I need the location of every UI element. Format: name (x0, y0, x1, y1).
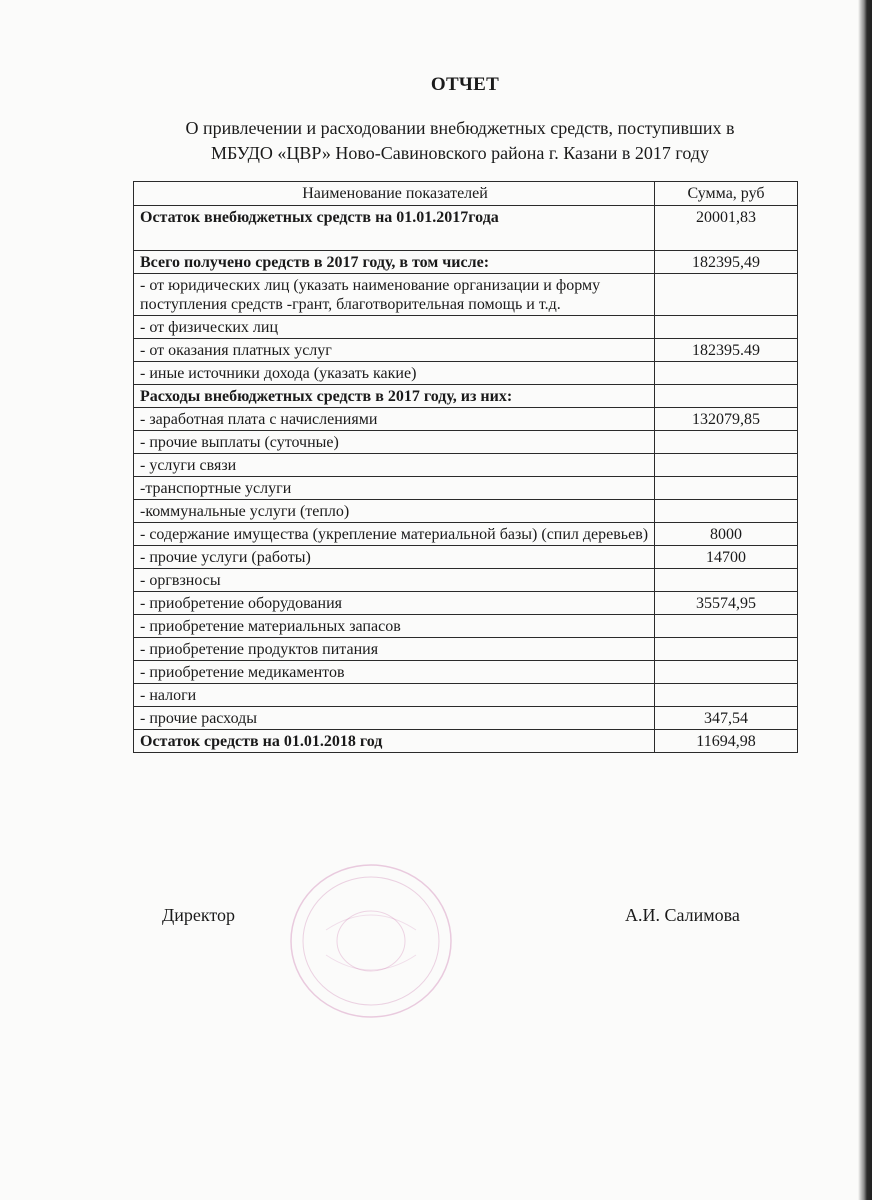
header-amount: Сумма, руб (655, 182, 798, 206)
scan-edge (858, 0, 872, 1200)
director-label: Директор (162, 905, 236, 925)
row-amount (655, 500, 798, 523)
row-label: -коммунальные услуги (тепло) (134, 500, 655, 523)
table-header-row (134, 182, 798, 206)
table-row (134, 661, 798, 684)
row-amount: 11694,98 (655, 730, 798, 753)
row-label: - услуги связи (134, 454, 655, 477)
table-row (134, 362, 798, 385)
row-label: - от физических лиц (134, 316, 655, 339)
row-amount (655, 684, 798, 707)
director-name: А.И. Салимова (625, 905, 740, 925)
table-row (134, 454, 798, 477)
table-row (134, 638, 798, 661)
table-row (134, 316, 798, 339)
table-row (134, 408, 798, 431)
table-row (134, 206, 798, 251)
row-amount (655, 477, 798, 500)
table-row (134, 684, 798, 707)
row-label: Остаток средств на 01.01.2018 год (134, 730, 655, 753)
row-amount (655, 615, 798, 638)
row-label: - содержание имущества (укрепление материальной базы) (спил деревьев) (134, 523, 655, 546)
table-row (134, 569, 798, 592)
table-row (134, 523, 798, 546)
subtitle-line-1: О привлечении и расходовании внебюджетных средств, поступивших в (185, 118, 735, 138)
table-row (134, 274, 798, 316)
row-label: - иные источники дохода (указать какие) (134, 362, 655, 385)
document-subtitle (150, 116, 770, 166)
row-label: - налоги (134, 684, 655, 707)
row-amount (655, 316, 798, 339)
row-amount: 182395.49 (655, 339, 798, 362)
row-amount: 14700 (655, 546, 798, 569)
header-indicator: Наименование показателей (134, 182, 655, 206)
table-row (134, 707, 798, 730)
row-label: - прочие расходы (134, 707, 655, 730)
signature-image (420, 892, 520, 962)
row-amount (655, 385, 798, 408)
row-label: Расходы внебюджетных средств в 2017 году, из них: (134, 385, 655, 408)
row-label: - приобретение медикаментов (134, 661, 655, 684)
row-label: - прочие выплаты (суточные) (134, 431, 655, 454)
row-label: - от юридических лиц (указать наименование организации и форму поступления средств -грант, благотворительная помощь и т.д. (134, 274, 655, 316)
row-label: - оргвзносы (134, 569, 655, 592)
row-label: - приобретение продуктов питания (134, 638, 655, 661)
row-amount: 182395,49 (655, 251, 798, 274)
table-row (134, 385, 798, 408)
table-row (134, 546, 798, 569)
table-row (134, 431, 798, 454)
table-row (134, 592, 798, 615)
row-label: - приобретение оборудования (134, 592, 655, 615)
row-amount: 35574,95 (655, 592, 798, 615)
row-amount (655, 362, 798, 385)
row-label: Остаток внебюджетных средств на 01.01.2017года (134, 206, 655, 251)
row-amount (655, 431, 798, 454)
row-amount (655, 569, 798, 592)
table-row (134, 251, 798, 274)
table-row (134, 615, 798, 638)
report-table (133, 181, 798, 753)
row-amount (655, 454, 798, 477)
row-label: - заработная плата с начислениями (134, 408, 655, 431)
row-amount (655, 638, 798, 661)
document-title: ОТЧЕТ (430, 74, 500, 95)
row-label: Всего получено средств в 2017 году, в том числе: (134, 251, 655, 274)
subtitle-line-2: МБУДО «ЦВР» Ново-Савиновского района г. Казани в 2017 году (211, 143, 709, 163)
table-row (134, 477, 798, 500)
table-row (134, 339, 798, 362)
row-amount: 20001,83 (655, 206, 798, 251)
row-amount: 8000 (655, 523, 798, 546)
row-label: -транспортные услуги (134, 477, 655, 500)
row-label: - прочие услуги (работы) (134, 546, 655, 569)
row-amount: 132079,85 (655, 408, 798, 431)
table-row (134, 500, 798, 523)
row-amount: 347,54 (655, 707, 798, 730)
row-label: - приобретение материальных запасов (134, 615, 655, 638)
table-row (134, 730, 798, 753)
row-label: - от оказания платных услуг (134, 339, 655, 362)
row-amount (655, 661, 798, 684)
row-amount (655, 274, 798, 316)
